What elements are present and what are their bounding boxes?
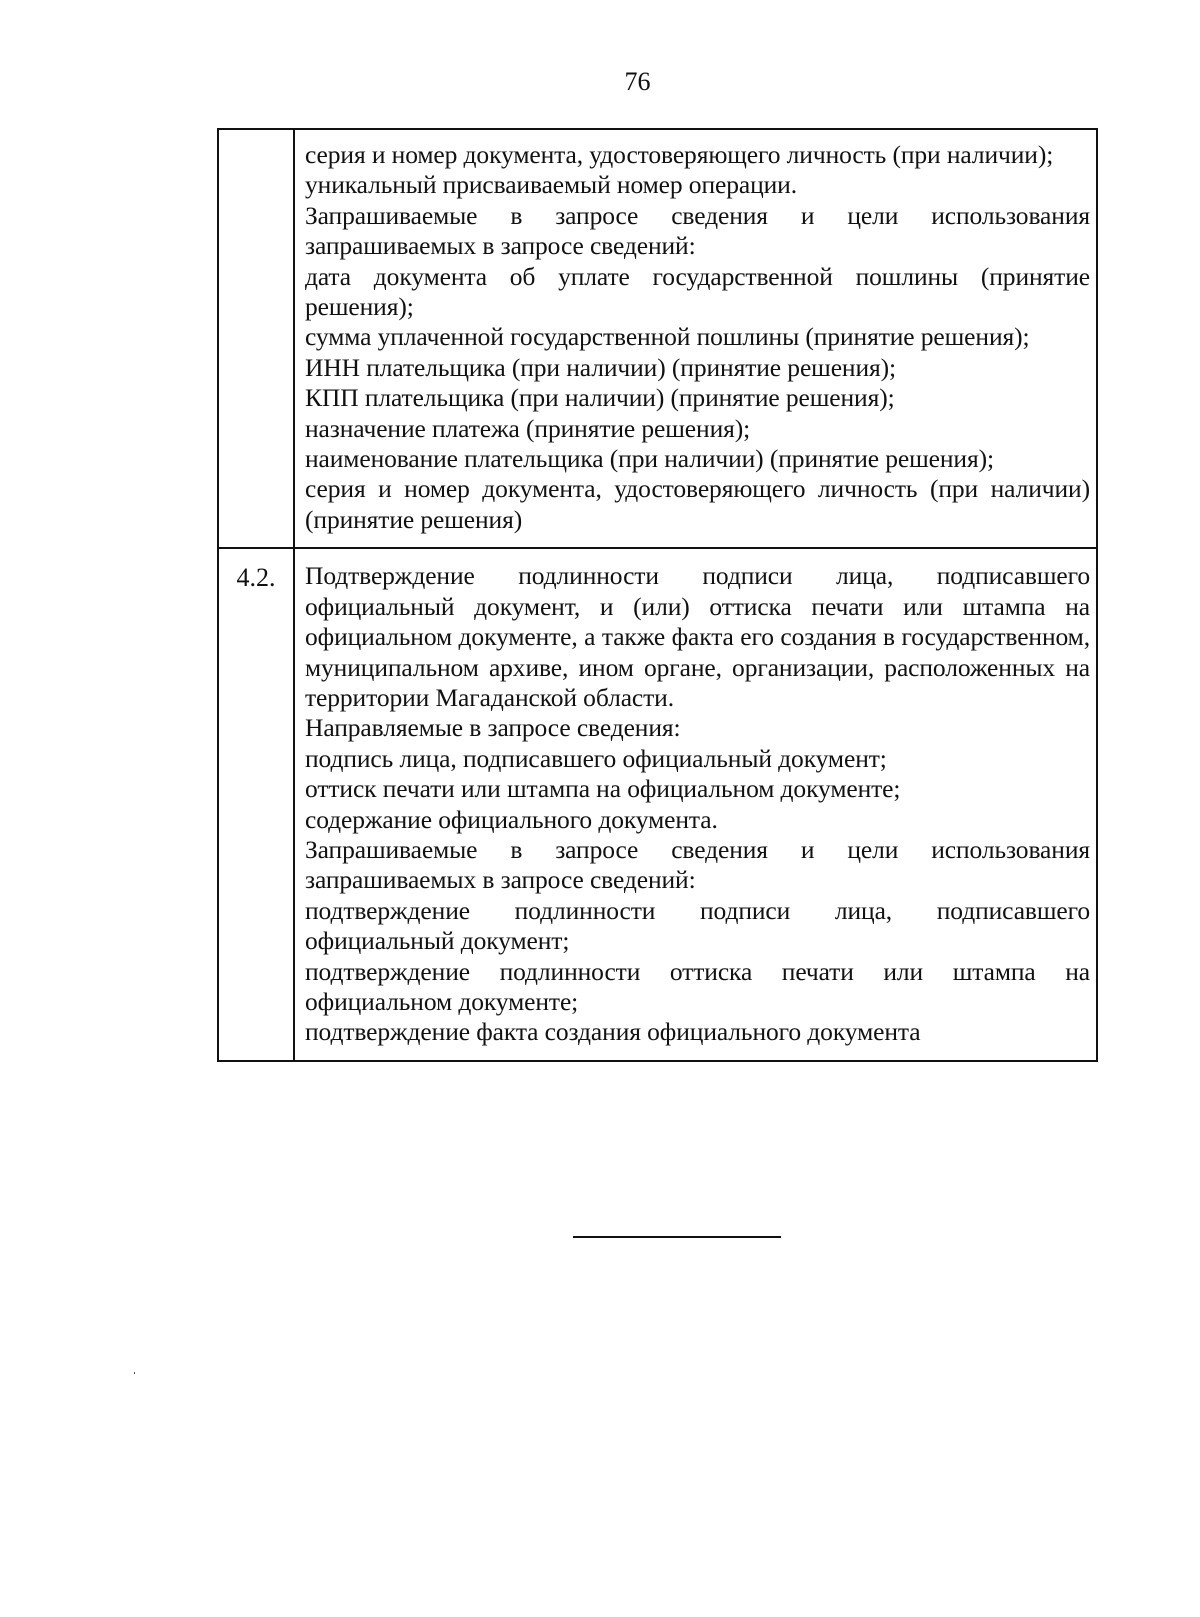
paragraph: подтверждение подлинности оттиска печати или штампа на официальном документе; [305, 956, 1090, 1016]
paragraph: содержание официального документа. [305, 804, 718, 834]
row-content-cell [294, 548, 1097, 1061]
scan-speck [134, 1372, 135, 1374]
page-number: 76 [624, 67, 651, 96]
end-of-document-rule [573, 1236, 781, 1238]
paragraph: подтверждение факта создания официального документа [305, 1017, 921, 1047]
paragraph: серия и номер документа, удостоверяющего личность (при наличии) (принятие решения) [305, 474, 1090, 534]
document-table [217, 128, 1098, 1062]
paragraph: КПП плательщика (при наличии) (принятие решения); [305, 383, 895, 413]
paragraph: Подтверждение подлинности подписи лица, подписавшего официальный документ, и (или) оттиска печати или штампа на официальном документе, а также факта его создания в государственном, муниципальном архиве, ином органе, организации, расположенных на территории Магаданской области. [305, 561, 1090, 712]
paragraph: оттиск печати или штампа на официальном документе; [305, 774, 901, 804]
row-number-cell: 4.2. [218, 548, 294, 1061]
row-content-cell [294, 129, 1097, 548]
paragraph: Запрашиваемые в запросе сведения и цели использования запрашиваемых в запросе сведений: [305, 200, 1090, 261]
paragraph: назначение платежа (принятие решения); [305, 413, 751, 443]
table-row [218, 129, 1097, 548]
paragraph: подтверждение подлинности подписи лица, подписавшего официальный документ; [305, 895, 1090, 956]
row-number-cell [218, 129, 294, 548]
paragraph: Запрашиваемые в запросе сведения и цели использования запрашиваемых в запросе сведений: [305, 834, 1090, 895]
paragraph: подпись лица, подписавшего официальный документ; [305, 743, 887, 773]
paragraph: сумма уплаченной государственной пошлины (принятие решения); [305, 322, 1030, 352]
paragraph: уникальный присваиваемый номер операции. [305, 170, 797, 200]
paragraph: серия и номер документа, удостоверяющего личность (при наличии); [305, 140, 1054, 169]
paragraph: ИНН плательщика (при наличии) (принятие решения); [305, 352, 897, 382]
paragraph: наименование плательщика (при наличии) (принятие решения); [305, 444, 994, 474]
table-row [218, 548, 1097, 1061]
paragraph: Направляемые в запросе сведения: [305, 713, 681, 743]
paragraph: дата документа об уплате государственной пошлины (принятие решения); [305, 261, 1090, 322]
